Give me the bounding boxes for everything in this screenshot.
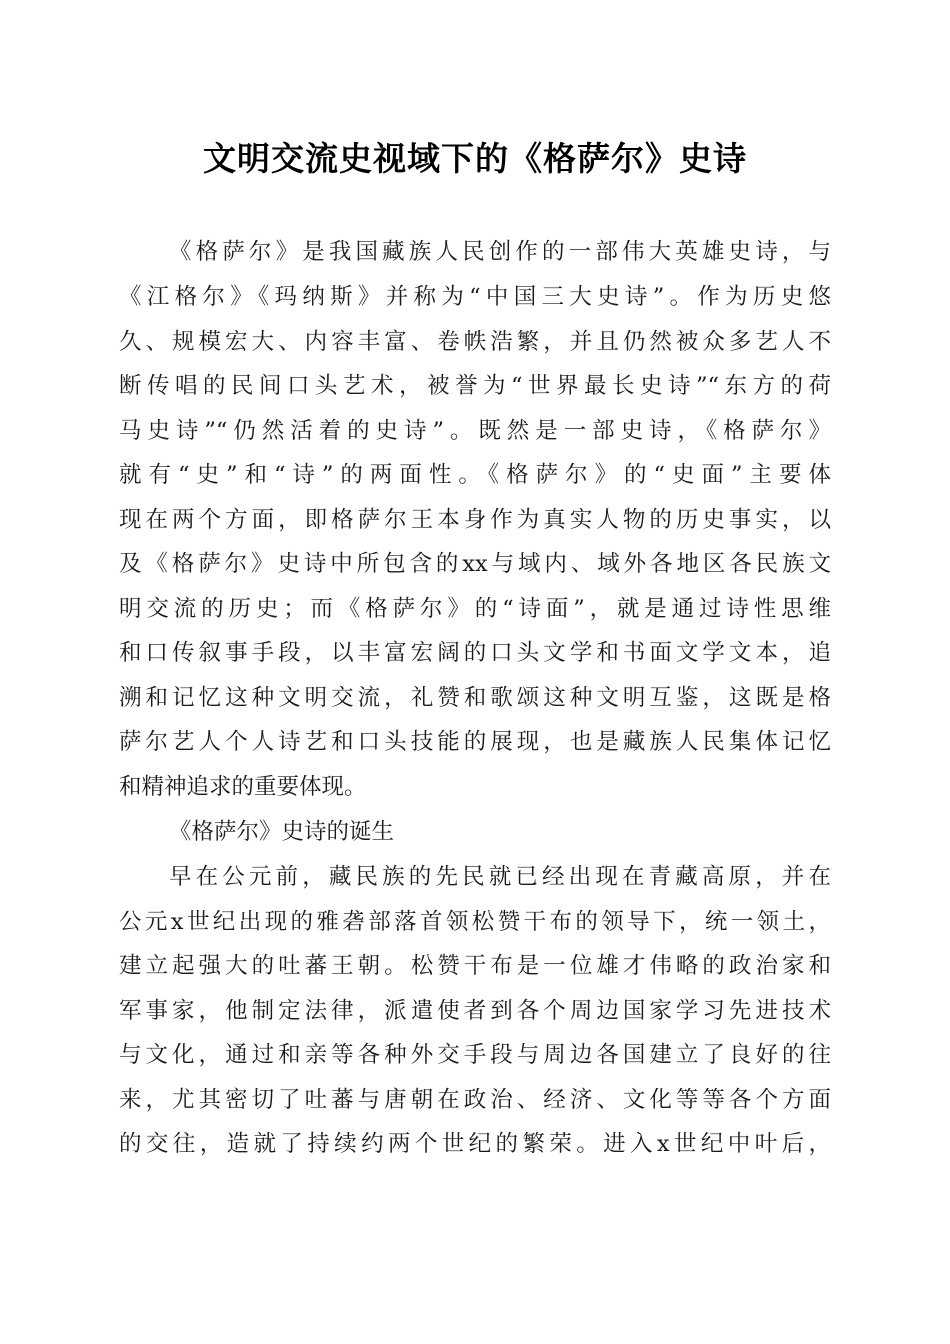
paragraph-2-line: 建立起强大的吐蕃王朝。松赞干布是一位雄才伟略的政治家和 — [119, 953, 831, 979]
document-title: 文明交流史视域下的《格萨尔》史诗 — [203, 139, 747, 178]
paragraph-2-line: 早在公元前，藏民族的先民就已经出现在青藏高原，并在 — [169, 864, 831, 890]
paragraph-1-line: 和精神追求的重要体现。 — [119, 774, 367, 800]
paragraph-1-line: 和口传叙事手段，以丰富宏阔的口头文学和书面文学文本，追 — [119, 640, 831, 666]
paragraph-1-line: 《格萨尔》是我国藏族人民创作的一部伟大英雄史诗，与 — [169, 239, 831, 265]
paragraph-1-line: 及《格萨尔》史诗中所包含的xx与域内、域外各地区各民族文 — [119, 551, 831, 577]
section-heading: 《格萨尔》史诗的诞生 — [169, 819, 395, 845]
paragraph-2-line: 与文化，通过和亲等各种外交手段与周边各国建立了良好的往 — [119, 1042, 831, 1068]
paragraph-1-line: 现在两个方面，即格萨尔王本身作为真实人物的历史事实，以 — [119, 507, 831, 533]
paragraph-2-line: 军事家，他制定法律，派遣使者到各个周边国家学习先进技术 — [119, 998, 831, 1024]
paragraph-2-line: 的交往，造就了持续约两个世纪的繁荣。进入x世纪中叶后， — [119, 1131, 831, 1157]
paragraph-1-line: 就有“史”和“诗”的两面性。《格萨尔》的“史面”主要体 — [119, 462, 831, 488]
paragraph-1-line: 断传唱的民间口头艺术，被誉为“世界最长史诗”“东方的荷 — [119, 373, 831, 399]
paragraph-2-line: 公元x世纪出现的雅砻部落首领松赞干布的领导下，统一领土， — [119, 909, 831, 935]
paragraph-1-line: 马史诗”“仍然活着的史诗”。既然是一部史诗，《格萨尔》 — [119, 418, 831, 444]
paragraph-1-line: 明交流的历史；而《格萨尔》的“诗面”，就是通过诗性思维 — [119, 596, 831, 622]
paragraph-2-line: 来，尤其密切了吐蕃与唐朝在政治、经济、文化等等各个方面 — [119, 1087, 831, 1113]
paragraph-1-line: 萨尔艺人个人诗艺和口头技能的展现，也是藏族人民集体记忆 — [119, 729, 831, 755]
paragraph-1-line: 《江格尔》《玛纳斯》并称为“中国三大史诗”。作为历史悠 — [119, 284, 831, 310]
paragraph-1-line: 溯和记忆这种文明交流，礼赞和歌颂这种文明互鉴，这既是格 — [119, 685, 831, 711]
paragraph-1-line: 久、规模宏大、内容丰富、卷帙浩繁，并且仍然被众多艺人不 — [119, 329, 831, 355]
